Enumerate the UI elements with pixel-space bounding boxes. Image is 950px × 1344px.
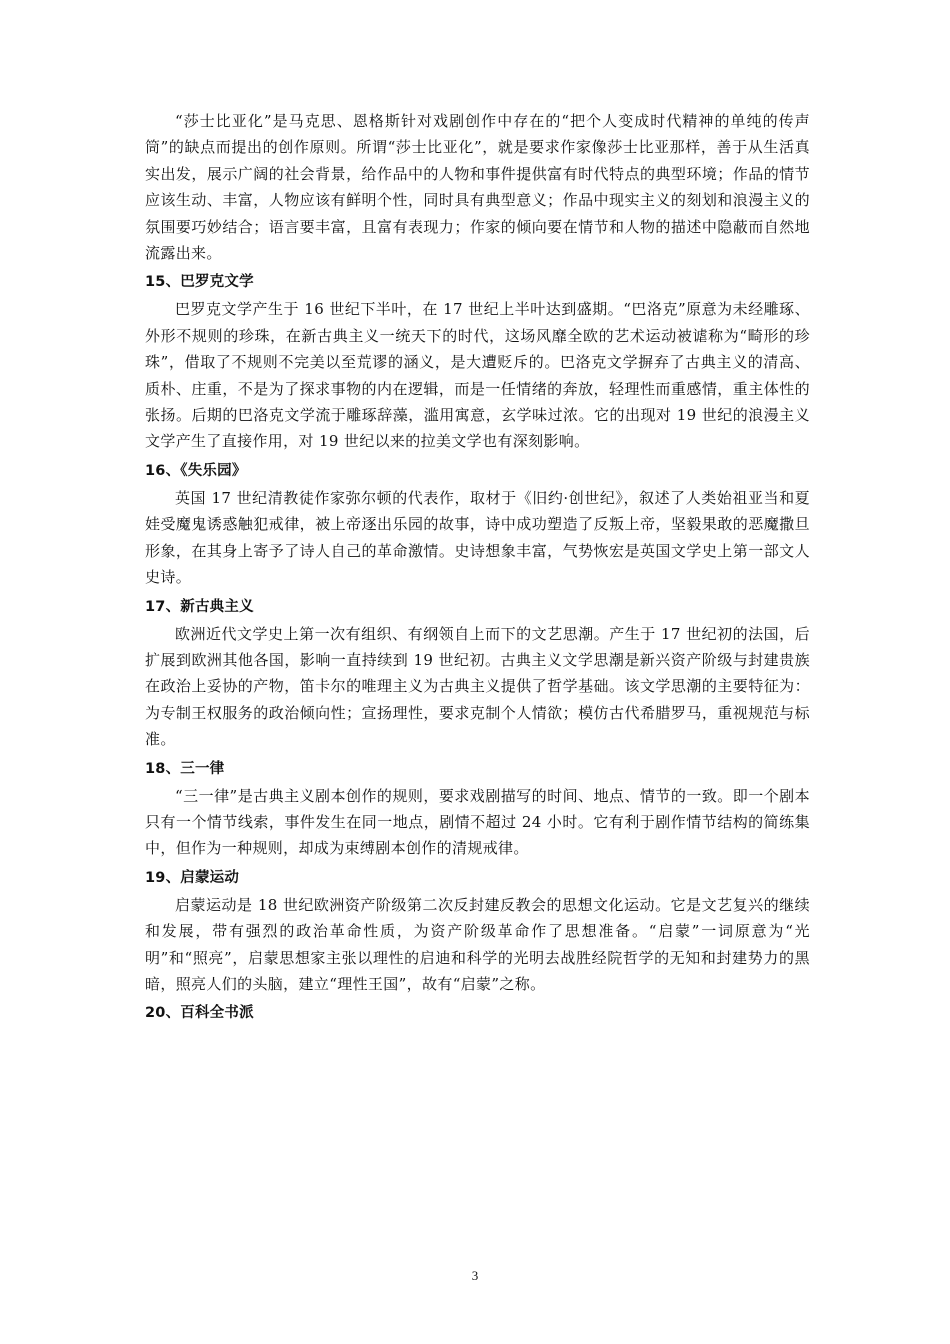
heading-paradise-lost: 16、《失乐园》 <box>145 462 247 479</box>
paragraph-paradise-lost: 英国 17 世纪清教徒作家弥尔顿的代表作，取材于《旧约·创世纪》，叙述了人类始祖亚当和夏娃受魔鬼诱惑触犯戒律，被上帝逐出乐园的故事，诗中成功塑造了反叛上帝，坚毅果敢的恶魔撒旦形象，在其身上寄予了诗人自己的革命激情。史诗想象丰富，气势恢宏是英国文学史上第一部文人史诗。 <box>145 488 810 587</box>
paragraph-enlightenment: 启蒙运动是 18 世纪欧洲资产阶级第二次反封建反教会的思想文化运动。它是文艺复兴的继续和发展，带有强烈的政治革命性质，为资产阶级革命作了思想准备。“启蒙”一词原意为“光明”和“照亮”，启蒙思想家主张以理性的启迪和科学的光明去战胜经院哲学的无知和封建势力的黑暗，照亮人们的头脑，建立“理性王国”，故有“启蒙”之称。 <box>145 895 810 993</box>
document-page <box>145 108 810 1027</box>
heading-three-unities: 18、三一律 <box>145 760 225 777</box>
heading-enlightenment: 19、启蒙运动 <box>145 869 240 886</box>
heading-encyclopedists: 20、百科全书派 <box>145 1005 254 1022</box>
paragraph-baroque-literature: 巴罗克文学产生于 16 世纪下半叶，在 17 世纪上半叶达到盛期。“巴洛克”原意为未经雕琢、外形不规则的珍珠，在新古典主义一统天下的时代，这场风靡全欧的艺术运动被谑称为“畸形的珍珠”，借取了不规则不完美以至荒谬的涵义，是大遭贬斥的。巴洛克文学摒弃了古典主义的清高、质朴、庄重，不是为了探求事物的内在逻辑，而是一任情绪的奔放，轻理性而重感情，重主体性的张扬。后期的巴洛克文学流于雕琢辞藻，滥用寓意，玄学味过浓。它的出现对 19 世纪的浪漫主义文学产生了直接作用，对 19 世纪以来的拉美文学也有深刻影响。 <box>145 300 810 451</box>
heading-neoclassicism: 17、新古典主义 <box>145 598 254 615</box>
paragraph-neoclassicism: 欧洲近代文学史上第一次有组织、有纲领自上而下的文艺思潮。产生于 17 世纪初的法国，后扩展到欧洲其他各国，影响一直持续到 19 世纪初。古典主义文学思潮是新兴资产阶级与封建贵族在政治上妥协的产物，笛卡尔的唯理主义为古典主义提供了哲学基础。该文学思潮的主要特征为：为专制王权服务的政治倾向性；宣扬理性，要求克制个人情欲；模仿古代希腊罗马，重视规范与标准。 <box>145 624 810 749</box>
heading-baroque-literature: 15、巴罗克文学 <box>145 274 254 291</box>
paragraph-three-unities: “三一律”是古典主义剧本创作的规则，要求戏剧描写的时间、地点、情节的一致。即一个剧本只有一个情节线索，事件发生在同一地点，剧情不超过 24 小时。它有利于剧作情节结构的简练集中，但作为一种规则，却成为束缚剧本创作的清规戒律。 <box>145 786 810 858</box>
page-number: 3 <box>471 1268 479 1283</box>
paragraph-shakespeareanization: “莎士比亚化”是马克思、恩格斯针对戏剧创作中存在的“把个人变成时代精神的单纯的传声筒”的缺点而提出的创作原则。所谓“莎士比亚化”，就是要求作家像莎士比亚那样，善于从生活真实出发，展示广阔的社会背景，给作品中的人物和事件提供富有时代特点的典型环境；作品的情节应该生动、丰富，人物应该有鲜明个性，同时具有典型意义；作品中现实主义的刻划和浪漫主义的氛围要巧妙结合；语言要丰富，且富有表现力；作家的倾向要在情节和人物的描述中隐蔽而自然地流露出来。 <box>145 112 810 263</box>
